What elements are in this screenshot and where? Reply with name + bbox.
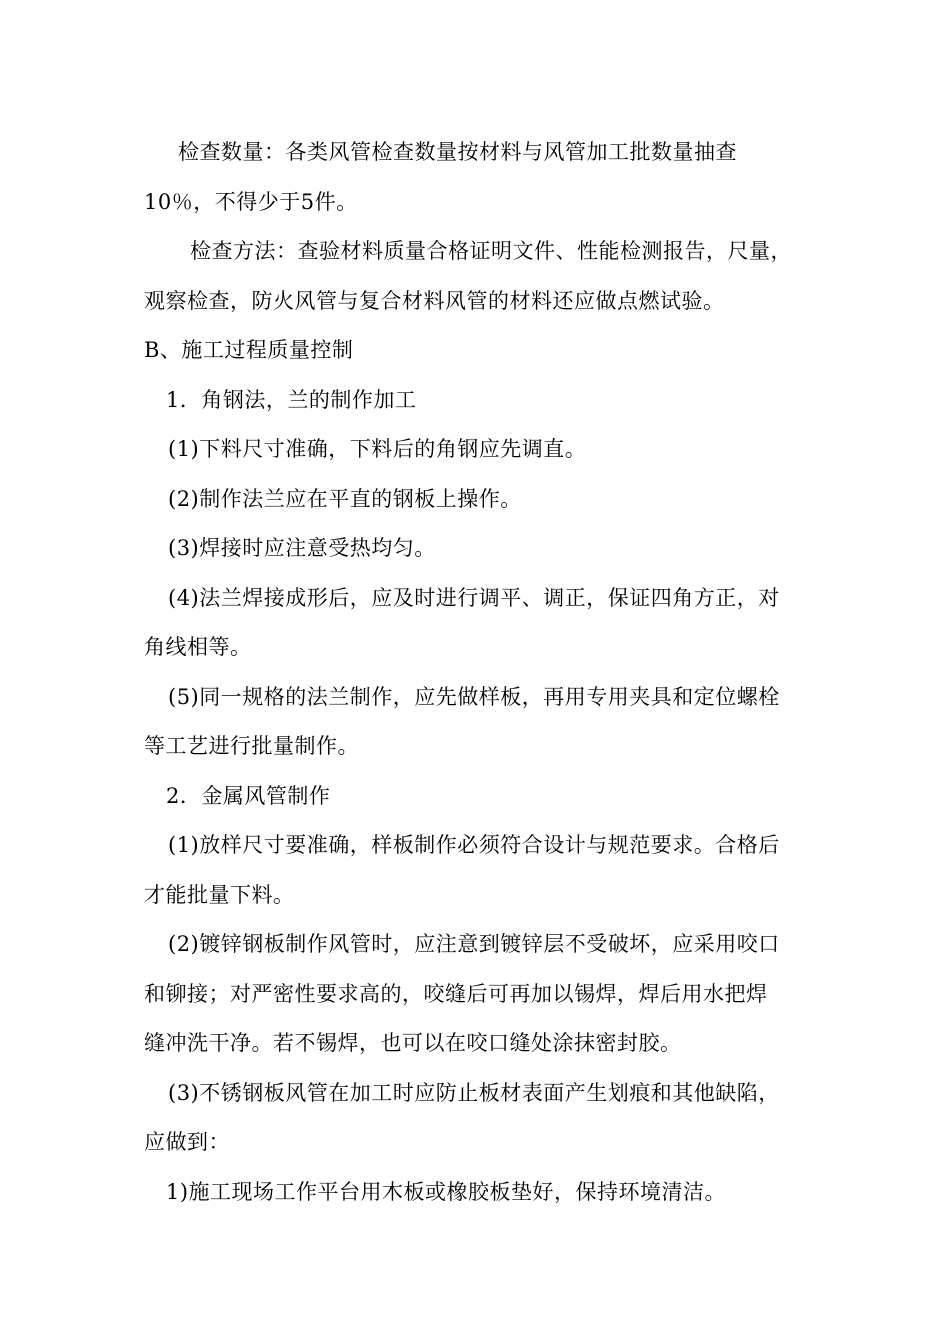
list-subitem-1: 1)施工现场工作平台用木板或橡胶板垫好，保持环境清洁。 <box>166 1179 727 1204</box>
list-item-2-1-cont: 才能批量下料。 <box>144 882 295 907</box>
list-item-2-2: (2)镀锌钢板制作风管时，应注意到镀锌层不受破坏，应采用咬口 <box>168 932 780 956</box>
document-body <box>144 128 812 1217</box>
list-item-1-5: (5)同一规格的法兰制作，应先做样板，再用专用夹具和定位螺栓 <box>168 684 780 709</box>
paragraph-inspection-method-cont: 观察检查，防火风管与复合材料风管的材料还应做点燃试验。 <box>144 288 725 313</box>
subheading-2: 2．金属风管制作 <box>166 783 331 808</box>
paragraph-inspection-quantity: 检查数量：各类风管检查数量按材料与风管加工批数量抽查 <box>178 140 737 164</box>
paragraph-inspection-quantity-cont: 10％，不得少于5件。 <box>144 189 358 214</box>
subheading-1: 1．角钢法，兰的制作加工 <box>166 387 417 412</box>
list-item-1-4: (4)法兰焊接成形后，应及时进行调平、调正，保证四角方正，对 <box>168 585 780 610</box>
paragraph-inspection-method: 检查方法：查验材料质量合格证明文件、性能检测报告，尺量， <box>190 239 792 263</box>
list-item-1-3: (3)焊接时应注意受热均匀。 <box>168 536 436 560</box>
list-item-1-5-cont: 等工艺进行批量制作。 <box>144 734 359 758</box>
list-item-2-2-cont-b: 缝冲洗干净。若不锡焊，也可以在咬口缝处涂抹密封胶。 <box>144 1031 682 1055</box>
list-item-2-3-cont: 应做到： <box>144 1130 230 1154</box>
list-item-2-2-cont-a: 和铆接；对严密性要求高的，咬缝后可再加以锡焊，焊后用水把焊 <box>144 981 768 1006</box>
section-heading-b: B、施工过程质量控制 <box>144 338 354 362</box>
list-item-2-3: (3)不锈钢板风管在加工时应防止板材表面产生划痕和其他缺陷， <box>168 1080 780 1105</box>
list-item-1-2: (2)制作法兰应在平直的钢板上操作。 <box>168 486 522 511</box>
list-item-2-1: (1)放样尺寸要准确，样板制作必须符合设计与规范要求。合格后 <box>168 833 780 857</box>
list-item-1-1: (1)下料尺寸准确，下料后的角钢应先调直。 <box>168 437 587 461</box>
list-item-1-4-cont: 角线相等。 <box>144 635 252 659</box>
